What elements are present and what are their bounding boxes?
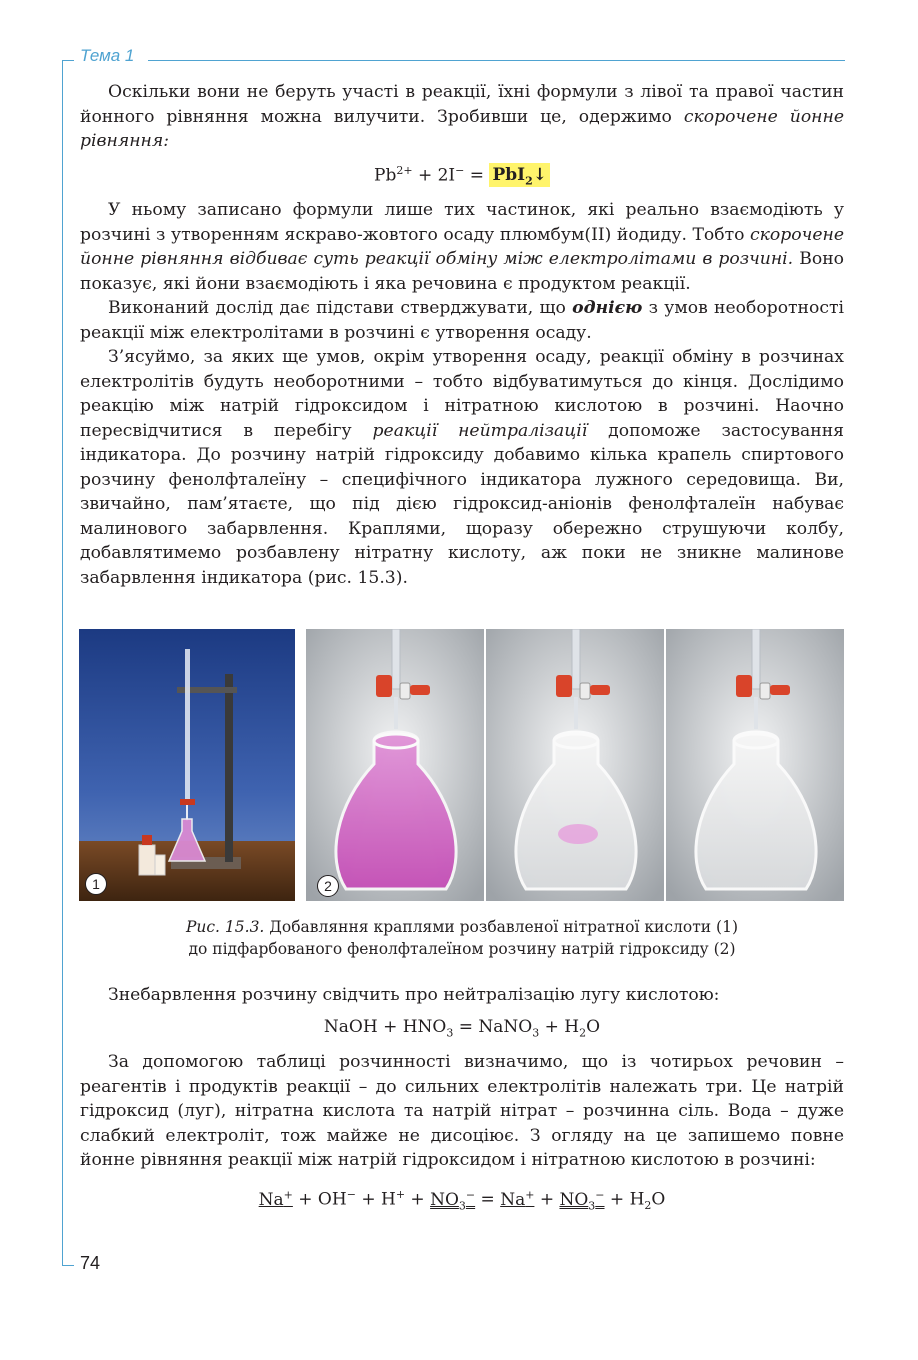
paragraph-3-text-b: з умов необоротності реакції між електролітами в розчині є утворення осаду. [80, 298, 844, 343]
figure-badge-1: 1 [85, 873, 107, 895]
paragraph-3-bold-italic: однією [572, 298, 643, 319]
eq3-water-sub: 2 [644, 1198, 652, 1212]
header-rule [148, 60, 845, 61]
paragraph-1-italic: скорочене йонне рівняння: [80, 106, 844, 151]
eq2-b: = NaNO [453, 1016, 533, 1037]
eq1-pb-charge: 2+ [396, 163, 413, 177]
eq3-h-charge: + [395, 1187, 406, 1201]
equation-neutralization [80, 1015, 844, 1046]
paragraph-4-italic: реакції нейтралізації [372, 420, 588, 441]
equation-full-ionic [80, 1183, 844, 1219]
eq3-na1-charge: + [283, 1187, 293, 1201]
caption-number: Рис. 15.3. [185, 918, 265, 936]
eq3-na-right [500, 1187, 535, 1210]
eq1-product: PbI [492, 165, 526, 186]
eq3-no3b: NO [559, 1189, 589, 1210]
paragraph-5: Знебарвлення розчину свідчить про нейтралізацію лугу кислотою: [108, 985, 720, 1005]
eq3-na-left [258, 1187, 293, 1210]
page-number: 74 [80, 1253, 101, 1273]
eq3-na2: Na [500, 1189, 526, 1210]
eq1-product-highlight [489, 163, 550, 187]
figure-titration-setup [79, 629, 295, 901]
paragraph-2 [80, 198, 844, 296]
eq3-plus-2: + [534, 1189, 560, 1210]
theme-label: Тема 1 [80, 46, 135, 65]
eq3-no3a: NO [430, 1189, 459, 1210]
paragraph-4-text-b: допоможе застосування індикатора. До розчину натрій гідроксиду добавимо кілька крапель спиртового розчину фенолфталеїну – специфічного індикатора лужного середовища. Ви, звичайно, пам’ятаєте, що під дією гідроксид-аніонів фенолфталеїн набуває малинового забарвлення. Краплями, щоразу обережно струшуючи колбу, добавлятимемо розбавлену нітратну кислоту, аж поки не зникне малинове забарвлення індикатора (рис. 15.3). [80, 420, 844, 588]
paragraph-3-text-a: Виконаний дослід дає підстави стверджувати, що [108, 298, 573, 319]
eq3-equals: = [475, 1189, 501, 1210]
paragraph-2-italic: скорочене йонне рівняння відбиває суть реакції обміну між електролітами в розчині. [80, 224, 844, 270]
three-flasks-illustration [306, 629, 844, 901]
eq2-a: NaOH + HNO [323, 1016, 447, 1037]
eq2-c: + H [539, 1016, 580, 1037]
precipitate-arrow-icon: ↓ [532, 165, 547, 186]
eq3-plus: + [405, 1189, 431, 1210]
eq1-iodide: + 2I [412, 165, 456, 186]
eq3-no3a-charge: − [465, 1187, 476, 1201]
eq3-na2-charge: + [525, 1187, 535, 1201]
caption-line-2: до підфарбованого фенолфталеїном розчину натрій гідроксиду (2) [188, 940, 736, 958]
paragraph-1-text: Оскільки вони не беруть участі в реакції, їхні формули з лівої та правої частин йонного рівняння можна вилучити. Зробивши це, одержимо [80, 82, 844, 127]
figure-caption [80, 916, 844, 960]
titration-setup-illustration [79, 629, 295, 901]
paragraph-1 [80, 80, 844, 154]
paragraph-4 [80, 345, 844, 590]
eq3-water-h: + H [604, 1189, 645, 1210]
eq3-no3a-sub: 3 [458, 1198, 466, 1212]
lower-text [80, 983, 844, 1218]
eq3-no3b-sub: 3 [588, 1198, 596, 1212]
caption-line-1-text: Добавляння краплями розбавленої нітратної кислоти (1) [264, 918, 739, 936]
upper-text [80, 80, 844, 590]
eq2-d: O [586, 1016, 601, 1037]
frame-top-rule [62, 60, 74, 61]
eq3-no3-left [430, 1187, 476, 1212]
eq2-a-sub: 3 [446, 1025, 454, 1039]
paragraph-2-text-b: Воно показує, які йони взаємодіють і яка речовина є продуктом реакції. [80, 249, 844, 294]
eq3-no3b-charge: − [595, 1187, 605, 1201]
equation-pbi2 [80, 159, 844, 195]
caption-line-1 [80, 916, 844, 938]
eq1-product-sub: 2 [525, 174, 533, 188]
eq2-c-sub: 2 [579, 1025, 587, 1039]
eq2-b-sub: 3 [532, 1025, 540, 1039]
eq3-water-o: O [651, 1189, 666, 1210]
paragraph-2-text-a: У ньому записано формули лише тих частинок, які реально взаємодіють у розчині з утворенням яскраво-жовтого осаду плюмбум(II) йодиду. Тобто [80, 200, 844, 245]
paragraph-6: За допомогою таблиці розчинності визначимо, що із чотирьох речовин – реагентів і продуктів реакції – до сильних електролітів належать три. Це натрій гідроксид (луг), нітратна кислота та натрій нітрат – розчинна сіль. Вода – дуже слабкий електроліт, тож майже не дисоціює. З огляду на це запишемо повне йонне рівняння реакції між натрій гідроксидом і нітратною кислотою в розчині: [80, 1052, 844, 1171]
eq1-pb: Pb [374, 165, 397, 186]
figure-badge-2: 2 [317, 875, 339, 897]
eq3-oh: + OH [292, 1189, 347, 1210]
frame-left-rule [62, 60, 63, 1265]
paragraph-3 [80, 296, 844, 345]
eq3-na1: Na [258, 1189, 284, 1210]
figure-three-flasks [306, 629, 844, 901]
eq3-oh-charge: − [346, 1187, 356, 1201]
eq3-no3-right [559, 1187, 605, 1212]
paragraph-4-text-a: З’ясуймо, за яких ще умов, окрім утворення осаду, реакції обміну в розчинах електролітів будуть необоротними – тобто відбуватимуться до кінця. Дослідимо реакцію між натрій гідроксидом і нітратною кислотою в розчині. Наочно пересвідчитися в перебігу [80, 347, 844, 441]
eq3-h: + H [355, 1189, 396, 1210]
eq1-equals: = [464, 165, 490, 186]
eq1-iodide-charge: − [455, 163, 465, 177]
frame-bottom-rule [62, 1265, 74, 1266]
